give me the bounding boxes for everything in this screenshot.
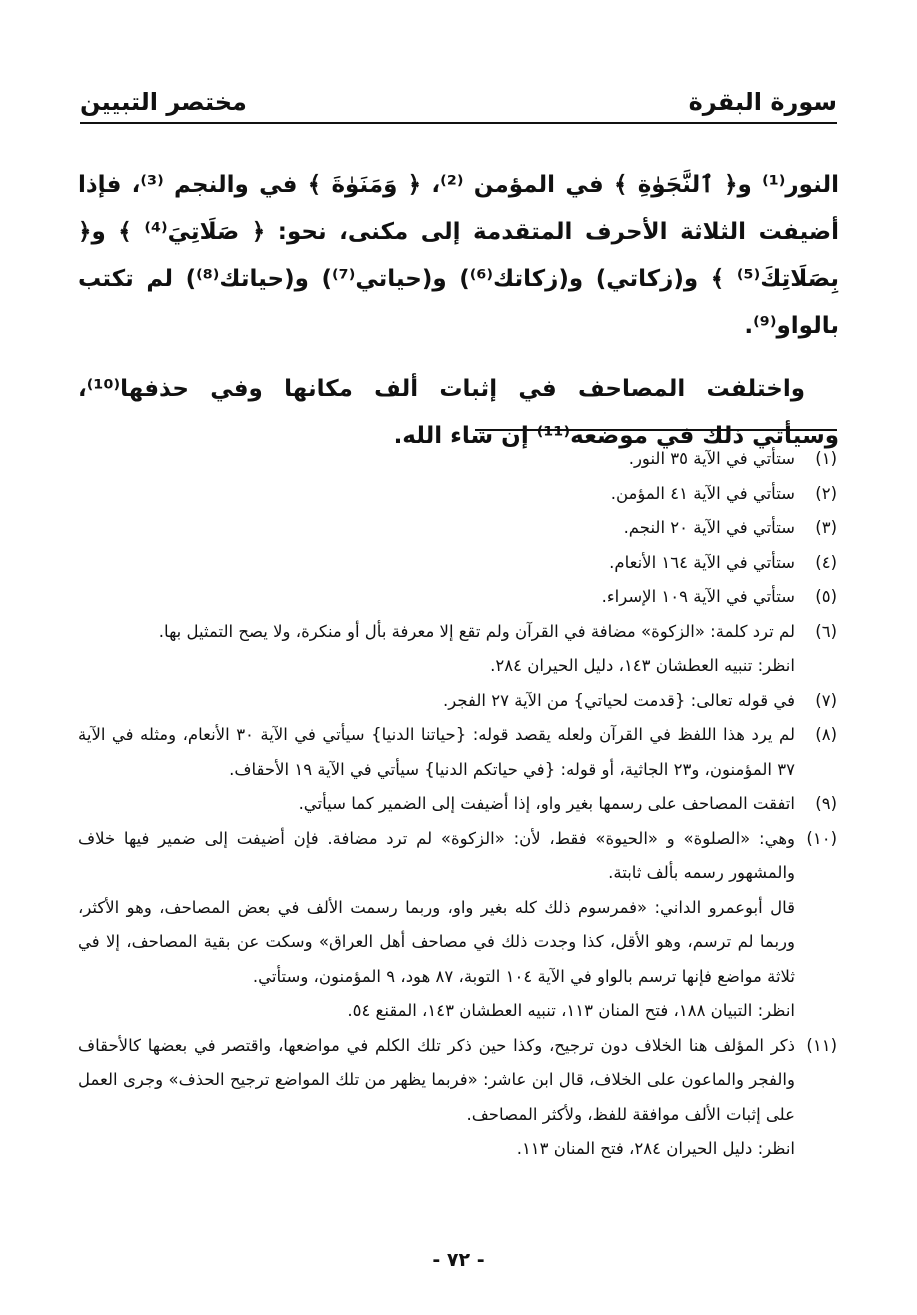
footnote-9	[78, 787, 837, 822]
footnote-number: (٦)	[815, 621, 837, 641]
footnote-11	[78, 1029, 837, 1167]
footnote-7	[78, 684, 837, 719]
footnote-number: (٩)	[815, 794, 837, 813]
main-paragraph-1: النور⁽¹⁾ و﴿ ٱلنَّجَوٰةِ ﴾ في المؤمن ⁽²⁾، ﴿ وَمَنَوٰةَ ﴾ في والنجم ⁽³⁾، فإذا أضيفت الثلاثة الأحرف المتقدمة إلى مكنى، نحو: ﴿ صَلَاتِيَ⁽⁴⁾ ﴾ و﴿ بِصَلَاتِكَ⁽⁵⁾ ﴾ و(زكاتي) و(زكاتك⁽⁶⁾) و(حياتي⁽⁷⁾) و(حياتك⁽⁸⁾) لم تكتب بالواو⁽⁹⁾.	[78, 172, 840, 339]
footnote-number: (٨)	[815, 725, 837, 744]
footnote-number: (٧)	[815, 690, 837, 710]
footnote-text: لم يرد هذا اللفظ في القرآن ولعله يقصد قوله: {حياتنا الدنيا} سيأتي في الآية ٣٠ الأنعام، ومثله في الآية ٣٧ المؤمنون، و٢٣ الجاثية، أو قوله: {في حياتكم الدنيا} سيأتي في الآية ١٩ الأحقاف.	[78, 725, 795, 779]
footnote-text: ذكر المؤلف هنا الخلاف دون ترجيح، وكذا حين ذكر تلك الكلم في مواضعها، واقتصر في بعضها كالأحقاف والفجر والماعون على الخلاف، قال ابن عاشر: «فربما يظهر من تلك المواضع ترجيح الحذف» وجرى العمل على إثبات الألف موافقة للفظ، ولأكثر المصاحف.	[78, 1035, 795, 1124]
footnote-number: (١١)	[806, 1035, 837, 1055]
footnote-reference: انظر: دليل الحيران ٢٨٤، فتح المنان ١١٣.	[516, 1139, 795, 1158]
footnote-number: (١)	[815, 449, 837, 468]
footnote-2	[78, 477, 837, 512]
footnote-number: (٥)	[815, 587, 837, 606]
footnote-text: اتفقت المصاحف على رسمها بغير واو، إذا أضيفت إلى الضمير كما سيأتي.	[298, 794, 795, 813]
footnote-6	[78, 615, 837, 684]
footnote-text: ستأتي في الآية ١٠٩ الإسراء.	[601, 587, 795, 606]
footnote-separator	[475, 429, 837, 431]
footnote-text: في قوله تعالى: {قدمت لحياتي} من الآية ٢٧ الفجر.	[443, 690, 795, 710]
footnote-number: (٤)	[815, 552, 837, 572]
book-title: مختصر التبيين	[80, 88, 247, 116]
footnote-text: لم ترد كلمة: «الزكوة» مضافة في القرآن ولم تقع إلا معرفة بأل أو منكرة، ولا يصح التمثيل بها.	[158, 621, 795, 641]
footnote-text: وهي: «الصلوة» و «الحيوة» فقط، لأن: «الزكوة» لم ترد مضافة. فإن أضيفت إلى ضمير فيها خلاف والمشهور رسمه بألف ثابتة.	[78, 828, 795, 882]
header-rule	[80, 122, 837, 124]
footnote-number: (٣)	[815, 518, 837, 537]
main-paragraph-2: واختلفت المصاحف في إثبات ألف مكانها وفي حذفها⁽¹⁰⁾، وسيأتي ذلك في موضعه⁽¹¹⁾ إن شاء الله.	[78, 376, 839, 449]
footnote-text: ستأتي في الآية ٤١ المؤمن.	[610, 483, 795, 503]
footnote-8	[78, 718, 837, 787]
footnote-text: ستأتي في الآية ١٦٤ الأنعام.	[609, 552, 795, 572]
footnote-10	[78, 822, 837, 1029]
footnote-4	[78, 546, 837, 581]
footnote-5	[78, 580, 837, 615]
main-text	[78, 162, 839, 460]
footnote-quote: قال أبوعمرو الداني: «فمرسوم ذلك كله بغير واو، وربما رسمت الألف في بعض المصاحف، وهو الأكثر، وربما لم ترسم، وهو الأقل، كذا وجدت ذلك في مصاحف أهل العراق» وسكت عن بقية المصاحف، إلا في ثلاثة مواضع فإنها ترسم بالواو في الآية ١٠٤ التوبة، ٨٧ هود، ٩ المؤمنون، وستأتي.	[78, 897, 795, 986]
surah-title: سورة البقرة	[688, 88, 837, 116]
footnotes	[78, 442, 837, 1167]
footnote-3	[78, 511, 837, 546]
footnote-number: (١٠)	[806, 828, 837, 848]
footnote-text: ستأتي في الآية ٢٠ النجم.	[623, 518, 795, 537]
running-header	[80, 84, 837, 124]
footnote-reference: انظر: التبيان ١٨٨، فتح المنان ١١٣، تنبيه العطشان ١٤٣، المقنع ٥٤.	[347, 1001, 795, 1020]
footnote-text: ستأتي في الآية ٣٥ النور.	[628, 449, 795, 468]
footnote-reference: انظر: تنبيه العطشان ١٤٣، دليل الحيران ٢٨٤.	[490, 656, 795, 675]
footnote-1	[78, 442, 837, 477]
footnote-number: (٢)	[815, 483, 837, 503]
page-number: - ٧٢ -	[432, 1249, 485, 1271]
